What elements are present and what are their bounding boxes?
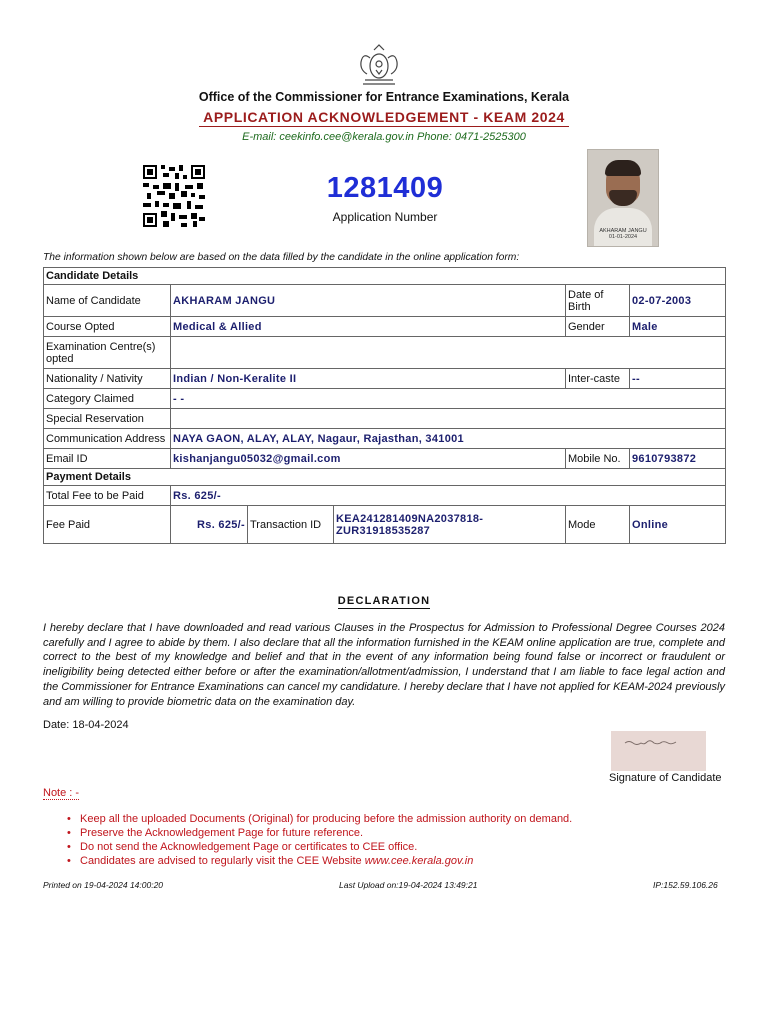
transaction-id-value [334,506,566,544]
application-number-label: Application Number [332,210,438,224]
info-note: The information shown below are based on the data filled by the candidate in the online application form: [43,252,520,263]
declaration-heading [0,595,768,607]
gender-value: Male [630,317,726,337]
name-label: Name of Candidate [44,285,171,317]
list-item: • Keep all the uploaded Documents (Original) for producing before the admission authority on demand. [66,812,572,826]
table-row [44,285,726,317]
photo-caption-name: AKHARAM JANGU [599,228,647,234]
last-upload-timestamp: Last Upload on:19-04-2024 13:49:21 [339,880,478,890]
category-value: - - [171,389,726,409]
list-item [66,854,572,868]
mode-label: Mode [566,506,630,544]
declaration-heading-text: DECLARATION [337,595,431,607]
photo-beard-shape [609,190,637,206]
notes-list [66,812,572,868]
table-row [44,389,726,409]
photo-hair-shape [605,160,641,176]
nationality-label: Nationality / Nativity [44,369,171,389]
details-table [43,267,726,544]
total-fee-value: Rs. 625/- [171,486,726,506]
dob-label: Date of Birth [566,285,630,317]
page-title-text: APPLICATION ACKNOWLEDGEMENT - KEAM 2024 [199,109,569,127]
page-title [0,109,768,127]
table-row [44,369,726,389]
exam-centre-label: Examination Centre(s) opted [44,337,171,369]
fee-paid-value: Rs. 625/- [171,506,248,544]
payment-details-heading: Payment Details [44,469,726,486]
dob-value: 02-07-2003 [630,285,726,317]
website-note-text: Candidates are advised to regularly visit the CEE Website [80,855,365,867]
photo-caption-date: 01-01-2024 [608,234,638,240]
application-number: 1281409 [326,172,444,204]
mobile-label: Mobile No. [566,449,630,469]
intercaste-label: Inter-caste [566,369,630,389]
transaction-id-line2: ZUR31918535287 [336,524,431,537]
candidate-signature [611,731,706,771]
name-value: AKHARAM JANGU [171,285,566,317]
table-row [44,429,726,449]
transaction-id-line1: KEA241281409NA2037818- [336,512,484,525]
contact-info: E-mail: ceekinfo.cee@kerala.gov.in Phone: 0471-2525300 [242,131,526,143]
table-row [44,506,726,544]
table-row [44,486,726,506]
ip-address: IP:152.59.106.26 [653,880,718,890]
intercaste-value: -- [630,369,726,389]
category-label: Category Claimed [44,389,171,409]
table-row [44,268,726,285]
table-row [44,469,726,486]
office-name: Office of the Commissioner for Entrance Examinations, Kerala [198,90,570,104]
qr-code-icon [143,165,205,227]
note-label: Note : - [43,787,80,799]
table-row [44,409,726,429]
course-label: Course Opted [44,317,171,337]
nationality-value: Indian / Non-Keralite II [171,369,566,389]
gender-label: Gender [566,317,630,337]
signature-label: Signature of Candidate [609,772,722,784]
special-reservation-label: Special Reservation [44,409,171,429]
mobile-value: 9610793872 [630,449,726,469]
cee-website-link[interactable]: www.cee.kerala.gov.in [364,855,474,867]
special-reservation-value [171,409,726,429]
total-fee-label: Total Fee to be Paid [44,486,171,506]
address-label: Communication Address [44,429,171,449]
candidate-photo [587,149,659,247]
email-value: kishanjangu05032@gmail.com [171,449,566,469]
table-row [44,449,726,469]
email-label: Email ID [44,449,171,469]
transaction-id-label: Transaction ID [248,506,334,544]
table-row [44,317,726,337]
table-row [44,337,726,369]
photo-caption [594,228,652,240]
address-value: NAYA GAON, ALAY, ALAY, Nagaur, Rajasthan, 341001 [171,429,726,449]
course-value: Medical & Allied [171,317,566,337]
declaration-text: I hereby declare that I have downloaded and read various Clauses in the Prospectus for Admission to Professional Degree Courses 2024 carefully and I agree to abide by them. I also declare that all the information furnished in the KEAM online application are true, complete and correct to the best of my knowledge and belief and that in the event of any information being found false or incorrect or fraudulent or ineligibility being detected either before or after the examination/allotment/admission, I understand that I am liable to face legal action and the Commissioner for Entrance Examinations can cancel my candidature. I hereby declare that I have not applied for KEAM-2024 previously and am willing to provide biometric data on the examination day. [43,622,725,708]
candidate-details-heading: Candidate Details [44,268,726,285]
exam-centre-value [171,337,726,369]
list-item: • Do not send the Acknowledgement Page or certificates to CEE office. [66,840,572,854]
state-emblem-icon [355,44,403,86]
list-item: • Preserve the Acknowledgement Page for future reference. [66,826,572,840]
printed-timestamp: Printed on 19-04-2024 14:00:20 [43,880,164,890]
mode-value: Online [630,506,726,544]
declaration-date: Date: 18-04-2024 [43,719,129,731]
fee-paid-label: Fee Paid [44,506,171,544]
